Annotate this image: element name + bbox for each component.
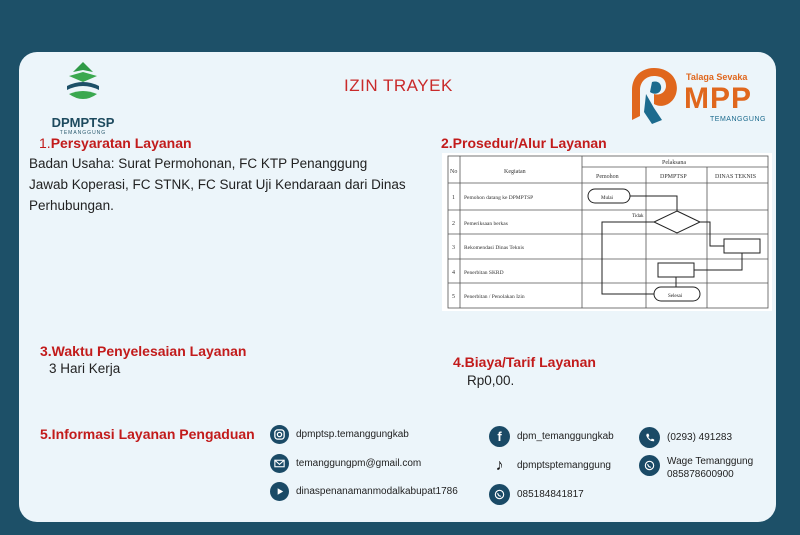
youtube-icon [270, 482, 289, 501]
contact-text-block [667, 455, 753, 481]
contact-text-line1: Wage Temanggung [667, 456, 754, 467]
col-office: DPMPTSP [660, 174, 687, 180]
row-activity: Penerbitan / Penolakan Izin [464, 294, 525, 300]
row-activity: Penerbitan SKRD [464, 270, 504, 276]
contact-whatsapp[interactable] [489, 484, 584, 505]
row-activity: Pemohon datang ke DPMPTSP [464, 195, 534, 201]
contact-phone[interactable] [639, 427, 732, 448]
contact-tiktok[interactable] [489, 455, 611, 476]
contact-text: temanggungpm@gmail.com [296, 458, 422, 469]
dpmptsp-emblem-icon [63, 60, 103, 108]
logo-sub-text: TEMANGGUNG [59, 130, 107, 136]
row-no: 4 [452, 270, 455, 276]
tiktok-icon: ♪ [495, 456, 504, 474]
contact-youtube[interactable] [270, 482, 458, 501]
row-activity: Rekomendasi Dinas Teknis [464, 245, 525, 251]
complaints-heading: 5.Informasi Layanan Pengaduan [40, 426, 255, 442]
contact-instagram[interactable] [270, 425, 409, 444]
requirements-heading [39, 135, 192, 151]
contact-text-line2: 085878600900 [667, 469, 734, 480]
tech-recommendation-node [724, 239, 760, 253]
col-activity: Kegiatan [504, 169, 526, 175]
mpp-logo [624, 64, 774, 130]
page-title: IZIN TRAYEK [344, 76, 453, 95]
row-no: 3 [452, 245, 455, 251]
contact-email[interactable] [270, 454, 421, 473]
end-label: Selesai [668, 294, 683, 299]
phone-icon [639, 427, 660, 448]
skrd-node [658, 263, 694, 277]
flowchart-table [442, 153, 772, 311]
instagram-icon [270, 425, 289, 444]
contact-text: dinaspenanamanmodalkabupat1786 [296, 486, 458, 497]
contact-facebook[interactable] [489, 426, 614, 447]
contact-text: dpmptsp.temanggungkab [296, 429, 409, 440]
col-group: Pelaksana [662, 160, 686, 166]
mpp-sub-text: TEMANGGUNG [710, 116, 766, 123]
col-no: No [450, 169, 458, 175]
whatsapp-icon [489, 484, 510, 505]
procedure-flowchart [442, 153, 772, 311]
mpp-emblem-icon [624, 64, 684, 130]
contact-text: dpmptsptemanggung [517, 460, 611, 471]
row-no: 1 [452, 195, 455, 201]
contact-text: (0293) 491283 [667, 432, 733, 443]
duration-heading: 3.Waktu Penyelesaian Layanan [40, 343, 247, 359]
contact-whatsapp-2[interactable] [639, 455, 753, 481]
email-icon [270, 454, 289, 473]
row-no: 5 [452, 294, 455, 300]
row-no: 2 [452, 221, 455, 227]
contact-text: 085184841817 [517, 489, 584, 500]
duration-body: 3 Hari Kerja [49, 361, 121, 376]
contact-text: dpm_temanggungkab [517, 431, 614, 442]
mpp-tagline: Talaga Sevaka [686, 72, 748, 82]
col-technical: DINAS TEKNIS [715, 174, 757, 180]
col-applicant: Pemohon [596, 174, 619, 180]
row-activity: Pemeriksaan berkas [464, 221, 508, 227]
whatsapp-icon [639, 455, 660, 476]
fee-heading: 4.Biaya/Tarif Layanan [453, 354, 596, 370]
decision-node [654, 211, 700, 233]
logo-brand-text: DPMPTSP [51, 115, 115, 130]
fee-body: Rp0,00. [467, 373, 515, 388]
info-card [19, 52, 776, 522]
dpmptsp-logo [43, 60, 123, 136]
requirements-number: 1. [39, 135, 51, 151]
requirements-heading-text: Persyaratan Layanan [50, 135, 192, 151]
facebook-icon: f [489, 426, 510, 447]
requirements-body: Badan Usaha: Surat Permohonan, FC KTP Penanggung Jawab Koperasi, FC STNK, FC Surat Uji Kendaraan dari Dinas Perhubungan. [29, 156, 406, 213]
start-label: Mulai [601, 196, 613, 201]
mpp-brand: MPP [684, 82, 753, 115]
reject-label: Tidak [632, 214, 644, 219]
procedure-heading: 2.Prosedur/Alur Layanan [441, 135, 607, 151]
